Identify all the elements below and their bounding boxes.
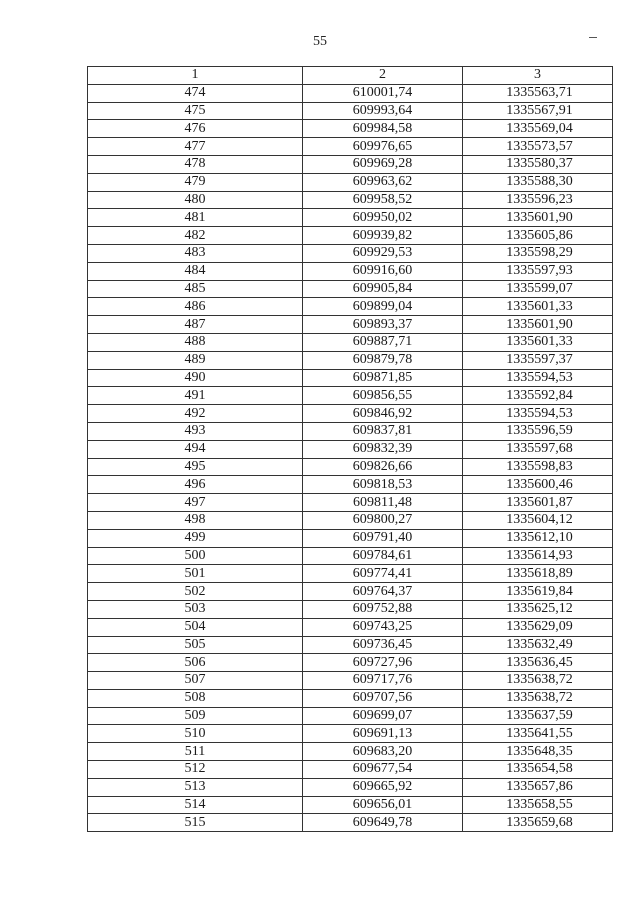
table-row: [88, 120, 613, 138]
point-number-cell: 513: [88, 778, 303, 796]
y-coordinate-cell: 1335601,87: [463, 494, 613, 512]
y-coordinate-cell: 1335648,35: [463, 743, 613, 761]
point-number-cell: 475: [88, 102, 303, 120]
point-number-cell: 512: [88, 761, 303, 779]
x-coordinate-cell: 609950,02: [303, 209, 463, 227]
point-number-cell: 482: [88, 227, 303, 245]
table-row: [88, 173, 613, 191]
table-row: [88, 191, 613, 209]
table-row: [88, 280, 613, 298]
point-number-cell: 500: [88, 547, 303, 565]
point-number-cell: 505: [88, 636, 303, 654]
y-coordinate-cell: 1335636,45: [463, 654, 613, 672]
x-coordinate-cell: 609791,40: [303, 529, 463, 547]
point-number-cell: 489: [88, 351, 303, 369]
point-number-cell: 509: [88, 707, 303, 725]
point-number-cell: 510: [88, 725, 303, 743]
y-coordinate-cell: 1335580,37: [463, 155, 613, 173]
point-number-cell: 501: [88, 565, 303, 583]
table-row: [88, 316, 613, 334]
point-number-cell: 497: [88, 494, 303, 512]
y-coordinate-cell: 1335598,29: [463, 244, 613, 262]
y-coordinate-cell: 1335654,58: [463, 761, 613, 779]
y-coordinate-cell: 1335637,59: [463, 707, 613, 725]
x-coordinate-cell: 609774,41: [303, 565, 463, 583]
point-number-cell: 511: [88, 743, 303, 761]
x-coordinate-cell: 609683,20: [303, 743, 463, 761]
x-coordinate-cell: 609826,66: [303, 458, 463, 476]
table-row: [88, 458, 613, 476]
y-coordinate-cell: 1335629,09: [463, 618, 613, 636]
x-coordinate-cell: 609916,60: [303, 262, 463, 280]
x-coordinate-cell: 609899,04: [303, 298, 463, 316]
y-coordinate-cell: 1335599,07: [463, 280, 613, 298]
y-coordinate-cell: 1335600,46: [463, 476, 613, 494]
point-number-cell: 484: [88, 262, 303, 280]
point-number-cell: 515: [88, 814, 303, 832]
point-number-cell: 494: [88, 440, 303, 458]
table-row: [88, 102, 613, 120]
header-row: [88, 67, 613, 85]
table-header: [88, 67, 613, 85]
y-coordinate-cell: 1335597,37: [463, 351, 613, 369]
table-row: [88, 565, 613, 583]
scan-artifact-mark: [589, 37, 597, 38]
x-coordinate-cell: 609893,37: [303, 316, 463, 334]
x-coordinate-cell: 609665,92: [303, 778, 463, 796]
y-coordinate-cell: 1335601,33: [463, 298, 613, 316]
column-header-point: 1: [88, 67, 303, 85]
x-coordinate-cell: 609699,07: [303, 707, 463, 725]
y-coordinate-cell: 1335598,83: [463, 458, 613, 476]
x-coordinate-cell: 609837,81: [303, 422, 463, 440]
table-row: [88, 138, 613, 156]
point-number-cell: 476: [88, 120, 303, 138]
y-coordinate-cell: 1335597,93: [463, 262, 613, 280]
x-coordinate-cell: 609905,84: [303, 280, 463, 298]
table-row: [88, 440, 613, 458]
point-number-cell: 480: [88, 191, 303, 209]
y-coordinate-cell: 1335601,90: [463, 209, 613, 227]
x-coordinate-cell: 609939,82: [303, 227, 463, 245]
y-coordinate-cell: 1335601,90: [463, 316, 613, 334]
y-coordinate-cell: 1335619,84: [463, 583, 613, 601]
x-coordinate-cell: 609856,55: [303, 387, 463, 405]
point-number-cell: 485: [88, 280, 303, 298]
column-header-y: 3: [463, 67, 613, 85]
point-number-cell: 490: [88, 369, 303, 387]
y-coordinate-cell: 1335592,84: [463, 387, 613, 405]
table-row: [88, 209, 613, 227]
point-number-cell: 481: [88, 209, 303, 227]
y-coordinate-cell: 1335563,71: [463, 84, 613, 102]
y-coordinate-cell: 1335612,10: [463, 529, 613, 547]
table-row: [88, 583, 613, 601]
table-row: [88, 298, 613, 316]
table-row: [88, 351, 613, 369]
column-header-x: 2: [303, 67, 463, 85]
x-coordinate-cell: 610001,74: [303, 84, 463, 102]
x-coordinate-cell: 609929,53: [303, 244, 463, 262]
table-row: [88, 422, 613, 440]
x-coordinate-cell: 609649,78: [303, 814, 463, 832]
x-coordinate-cell: 609976,65: [303, 138, 463, 156]
x-coordinate-cell: 609846,92: [303, 405, 463, 423]
x-coordinate-cell: 609736,45: [303, 636, 463, 654]
table-row: [88, 333, 613, 351]
y-coordinate-cell: 1335641,55: [463, 725, 613, 743]
point-number-cell: 507: [88, 672, 303, 690]
y-coordinate-cell: 1335594,53: [463, 369, 613, 387]
point-number-cell: 488: [88, 333, 303, 351]
y-coordinate-cell: 1335638,72: [463, 689, 613, 707]
table-row: [88, 244, 613, 262]
y-coordinate-cell: 1335567,91: [463, 102, 613, 120]
point-number-cell: 508: [88, 689, 303, 707]
y-coordinate-cell: 1335604,12: [463, 511, 613, 529]
y-coordinate-cell: 1335618,89: [463, 565, 613, 583]
y-coordinate-cell: 1335638,72: [463, 672, 613, 690]
table-row: [88, 618, 613, 636]
x-coordinate-cell: 609752,88: [303, 600, 463, 618]
x-coordinate-cell: 609800,27: [303, 511, 463, 529]
point-number-cell: 491: [88, 387, 303, 405]
point-number-cell: 487: [88, 316, 303, 334]
x-coordinate-cell: 609958,52: [303, 191, 463, 209]
table-row: [88, 494, 613, 512]
table-row: [88, 262, 613, 280]
y-coordinate-cell: 1335605,86: [463, 227, 613, 245]
y-coordinate-cell: 1335659,68: [463, 814, 613, 832]
point-number-cell: 504: [88, 618, 303, 636]
x-coordinate-cell: 609993,64: [303, 102, 463, 120]
point-number-cell: 496: [88, 476, 303, 494]
x-coordinate-cell: 609691,13: [303, 725, 463, 743]
table-row: [88, 155, 613, 173]
x-coordinate-cell: 609656,01: [303, 796, 463, 814]
y-coordinate-cell: 1335573,57: [463, 138, 613, 156]
table-row: [88, 547, 613, 565]
x-coordinate-cell: 609963,62: [303, 173, 463, 191]
point-number-cell: 478: [88, 155, 303, 173]
table-row: [88, 405, 613, 423]
y-coordinate-cell: 1335588,30: [463, 173, 613, 191]
x-coordinate-cell: 609984,58: [303, 120, 463, 138]
x-coordinate-cell: 609743,25: [303, 618, 463, 636]
point-number-cell: 477: [88, 138, 303, 156]
y-coordinate-cell: 1335594,53: [463, 405, 613, 423]
x-coordinate-cell: 609784,61: [303, 547, 463, 565]
table-row: [88, 387, 613, 405]
point-number-cell: 503: [88, 600, 303, 618]
point-number-cell: 506: [88, 654, 303, 672]
point-number-cell: 492: [88, 405, 303, 423]
x-coordinate-cell: 609727,96: [303, 654, 463, 672]
table-row: [88, 743, 613, 761]
point-number-cell: 499: [88, 529, 303, 547]
y-coordinate-cell: 1335596,59: [463, 422, 613, 440]
table-row: [88, 369, 613, 387]
table-row: [88, 654, 613, 672]
x-coordinate-cell: 609879,78: [303, 351, 463, 369]
table-row: [88, 796, 613, 814]
x-coordinate-cell: 609707,56: [303, 689, 463, 707]
point-number-cell: 493: [88, 422, 303, 440]
x-coordinate-cell: 609887,71: [303, 333, 463, 351]
table-row: [88, 227, 613, 245]
table-row: [88, 529, 613, 547]
y-coordinate-cell: 1335625,12: [463, 600, 613, 618]
y-coordinate-cell: 1335597,68: [463, 440, 613, 458]
y-coordinate-cell: 1335614,93: [463, 547, 613, 565]
y-coordinate-cell: 1335657,86: [463, 778, 613, 796]
point-number-cell: 498: [88, 511, 303, 529]
table-row: [88, 778, 613, 796]
y-coordinate-cell: 1335658,55: [463, 796, 613, 814]
point-number-cell: 486: [88, 298, 303, 316]
y-coordinate-cell: 1335601,33: [463, 333, 613, 351]
table-row: [88, 511, 613, 529]
x-coordinate-cell: 609677,54: [303, 761, 463, 779]
x-coordinate-cell: 609832,39: [303, 440, 463, 458]
table-body: [88, 84, 613, 831]
table-row: [88, 689, 613, 707]
table-row: [88, 600, 613, 618]
table-row: [88, 814, 613, 832]
point-number-cell: 483: [88, 244, 303, 262]
table-row: [88, 761, 613, 779]
point-number-cell: 474: [88, 84, 303, 102]
x-coordinate-cell: 609717,76: [303, 672, 463, 690]
point-number-cell: 495: [88, 458, 303, 476]
x-coordinate-cell: 609818,53: [303, 476, 463, 494]
table-row: [88, 725, 613, 743]
x-coordinate-cell: 609871,85: [303, 369, 463, 387]
point-number-cell: 502: [88, 583, 303, 601]
table-row: [88, 636, 613, 654]
x-coordinate-cell: 609764,37: [303, 583, 463, 601]
point-number-cell: 514: [88, 796, 303, 814]
table-row: [88, 476, 613, 494]
y-coordinate-cell: 1335596,23: [463, 191, 613, 209]
table-row: [88, 84, 613, 102]
x-coordinate-cell: 609811,48: [303, 494, 463, 512]
page-number: 55: [313, 34, 327, 49]
y-coordinate-cell: 1335632,49: [463, 636, 613, 654]
x-coordinate-cell: 609969,28: [303, 155, 463, 173]
coordinates-table: [87, 66, 613, 832]
table-row: [88, 707, 613, 725]
y-coordinate-cell: 1335569,04: [463, 120, 613, 138]
point-number-cell: 479: [88, 173, 303, 191]
table-row: [88, 672, 613, 690]
